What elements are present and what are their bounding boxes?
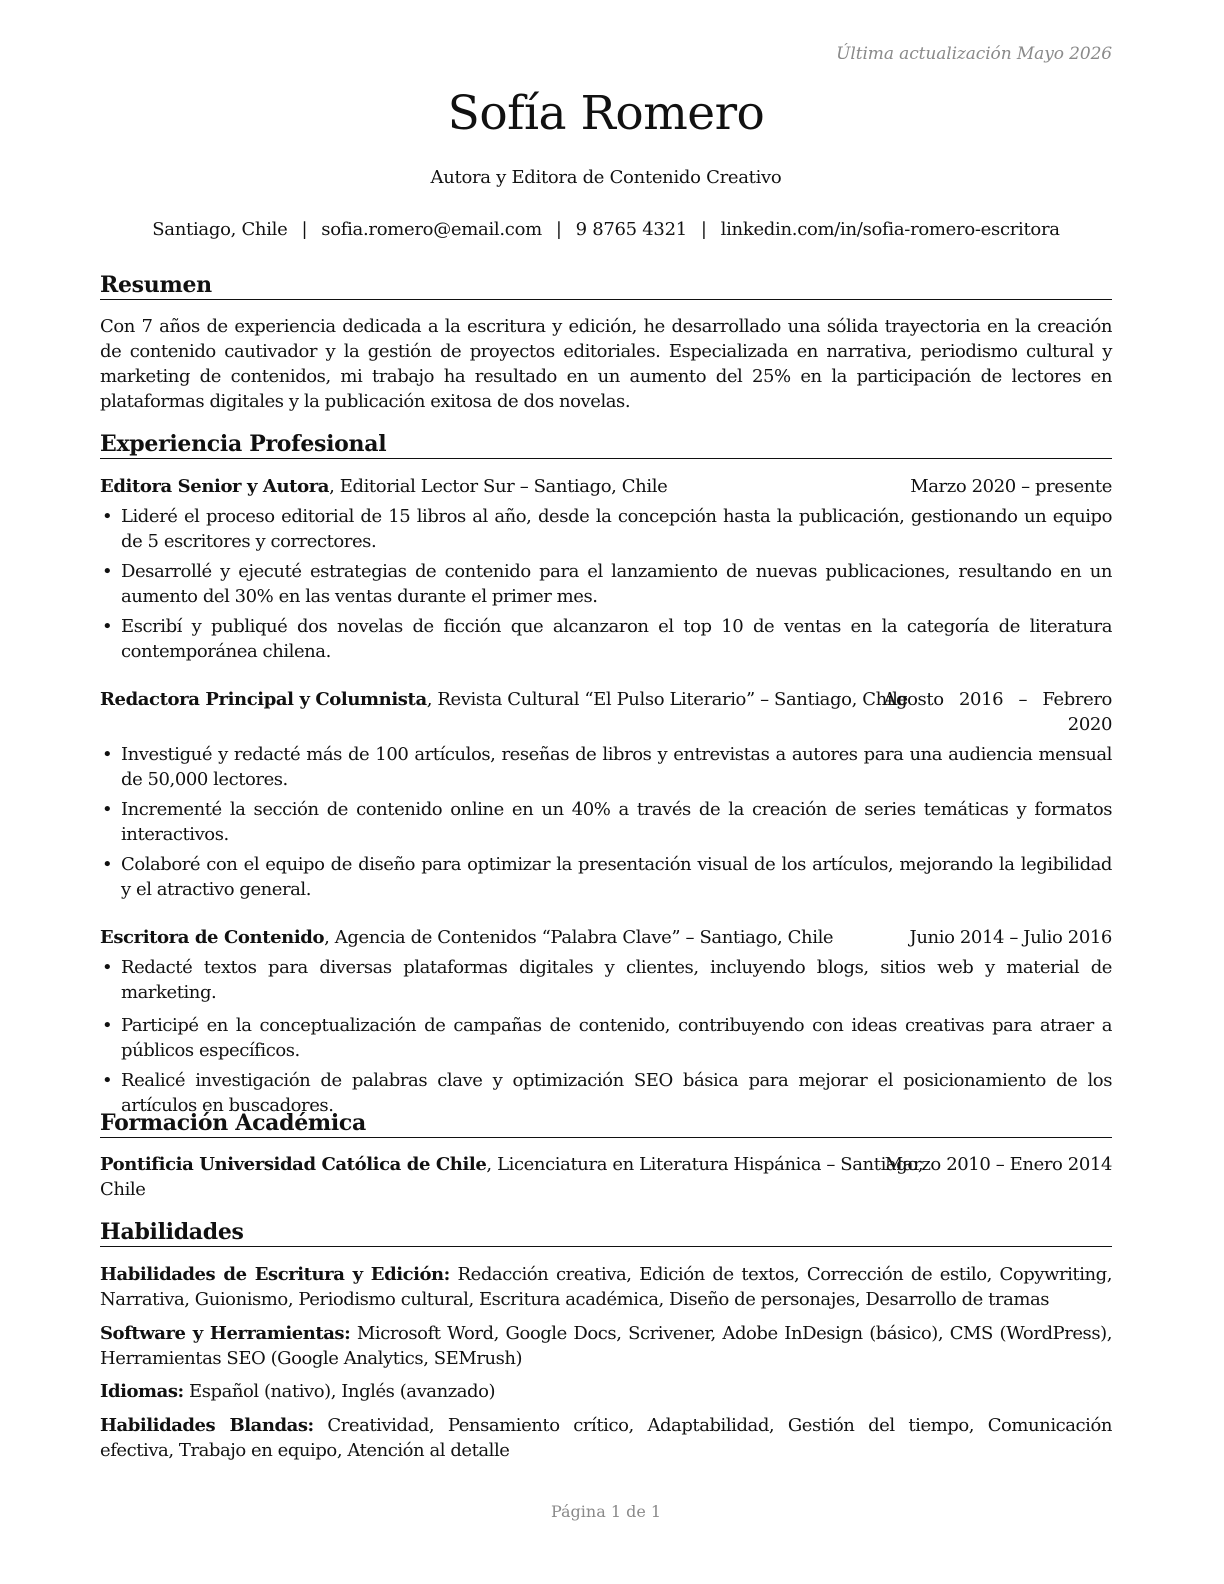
section-title-education: Formación Académica	[100, 1110, 1112, 1138]
job-dates-line: 2020	[1067, 714, 1112, 735]
job-dates: Marzo 2020 – presente	[910, 476, 1112, 497]
job-role: Redactora Principal y Columnista	[100, 689, 427, 710]
contact-linkedin[interactable]: linkedin.com/in/sofia-romero-escritora	[720, 219, 1060, 240]
contact-email[interactable]: sofia.romero@email.com	[321, 219, 542, 240]
skills-group-text: Microsoft Word, Google Docs, Scrivener, Adobe InDesign (básico), CMS (WordPress), Herramientas SEO (Google Analytics, SEMrush)	[100, 1323, 1112, 1369]
job-header	[100, 687, 1112, 735]
job-bullets	[100, 955, 1112, 1123]
education-dates: Marzo 2010 – Enero 2014	[884, 1154, 1112, 1175]
job-dates-line: Agosto 2016 – Febrero	[883, 689, 1112, 710]
list-item: • Participé en la conceptualización de campañas de contenido, contribuyendo con ideas creativas para atraer a públicos específicos.	[100, 1013, 1112, 1063]
list-item: • Lideré el proceso editorial de 15 libros al año, desde la concepción hasta la publicación, gestionando un equipo de 5 escritores y correctores.	[100, 504, 1112, 554]
list-item: • Colaboré con el equipo de diseño para optimizar la presentación visual de los artículos, mejorando la legibilidad y el atractivo general.	[100, 852, 1112, 902]
section-title-summary: Resumen	[100, 272, 1112, 300]
education-entry	[100, 1152, 1112, 1202]
contact-separator: |	[555, 219, 562, 240]
skills-group-text: Creatividad, Pensamiento crítico, Adaptabilidad, Gestión del tiempo, Comunicación efectiva, Trabajo en equipo, Atención al detalle	[100, 1415, 1113, 1461]
job-role: Editora Senior y Autora	[100, 476, 330, 497]
skills-group-text: Español (nativo), Inglés (avanzado)	[183, 1381, 496, 1402]
job-header	[100, 474, 1112, 499]
summary-text: Con 7 años de experiencia dedicada a la escritura y edición, he desarrollado una sólida trayectoria en la creación de contenido cautivador y la gestión de proyectos editoriales. Especializada en narrativa, periodismo cultural y marketing de contenidos, mi trabajo ha resultado en un aumento del 25% en la participación de lectores en plataformas digitales y la publicación exitosa de dos novelas.	[100, 316, 1112, 412]
professional-subtitle: Autora y Editora de Contenido Creativo	[430, 167, 782, 188]
resume-page	[100, 0, 1112, 1584]
list-item: • Investigué y redacté más de 100 artículos, reseñas de libros y entrevistas a autores para una audiencia mensual de 50,000 lectores.	[100, 742, 1112, 792]
job-organization: , Revista Cultural “El Pulso Literario” – Santiago, Chile	[426, 689, 908, 710]
contact-separator: |	[301, 219, 308, 240]
list-item: • Incrementé la sección de contenido online en un 40% a través de la creación de series temáticas y formatos interactivos.	[100, 797, 1112, 847]
list-item: • Escribí y publiqué dos novelas de ficción que alcanzaron el top 10 de ventas en la categoría de literatura contemporánea chilena.	[100, 614, 1112, 664]
job-role: Escritora de Contenido	[100, 927, 325, 948]
job-bullets	[100, 742, 1112, 907]
job-header	[100, 925, 1112, 950]
skills-group	[100, 1262, 1112, 1312]
job-organization: , Agencia de Contenidos “Palabra Clave” – Santiago, Chile	[324, 927, 834, 948]
job-organization: , Editorial Lector Sur – Santiago, Chile	[329, 476, 668, 497]
skills-group	[100, 1379, 1112, 1404]
skills-group-label: Software y Herramientas:	[100, 1323, 351, 1344]
job-dates	[883, 687, 1112, 737]
skills-group	[100, 1413, 1112, 1463]
contact-phone: 9 8765 4321	[575, 219, 687, 240]
education-detail-cont: Chile	[100, 1179, 146, 1200]
list-item: • Desarrollé y ejecuté estrategias de contenido para el lanzamiento de nuevas publicaciones, resultando en un aumento del 30% en las ventas durante el primer mes.	[100, 559, 1112, 609]
contact-separator: |	[700, 219, 707, 240]
skills-group	[100, 1321, 1112, 1371]
section-title-experience: Experiencia Profesional	[100, 431, 1112, 459]
page-number: Página 1 de 1	[550, 1502, 662, 1521]
page-title: Sofía Romero	[447, 86, 765, 141]
contact-location: Santiago, Chile	[152, 219, 288, 240]
skills-group-text: Redacción creativa, Edición de textos, Corrección de estilo, Copywriting, Narrativa, Guionismo, Periodismo cultural, Escritura académica, Diseño de personajes, Desarrollo de tramas	[100, 1264, 1112, 1310]
skills-group-label: Habilidades Blandas:	[100, 1415, 314, 1436]
last-updated: Última actualización Mayo 2026	[836, 44, 1112, 64]
job-bullets	[100, 504, 1112, 669]
skills-group-label: Habilidades de Escritura y Edición:	[100, 1264, 450, 1285]
list-item: • Redacté textos para diversas plataformas digitales y clientes, incluyendo blogs, sitios web y material de marketing.	[100, 955, 1112, 1005]
job-dates: Junio 2014 – Julio 2016	[909, 927, 1112, 948]
section-title-skills: Habilidades	[100, 1219, 1112, 1247]
education-school: Pontificia Universidad Católica de Chile	[100, 1154, 487, 1175]
contact-line	[100, 219, 1112, 240]
education-detail: , Licenciatura en Literatura Hispánica – Santiago,	[486, 1154, 924, 1175]
skills-group-label: Idiomas:	[100, 1381, 184, 1402]
list-item: • Realicé investigación de palabras clave y optimización SEO básica para mejorar el posicionamiento de los artículos en buscadores.	[100, 1068, 1112, 1118]
